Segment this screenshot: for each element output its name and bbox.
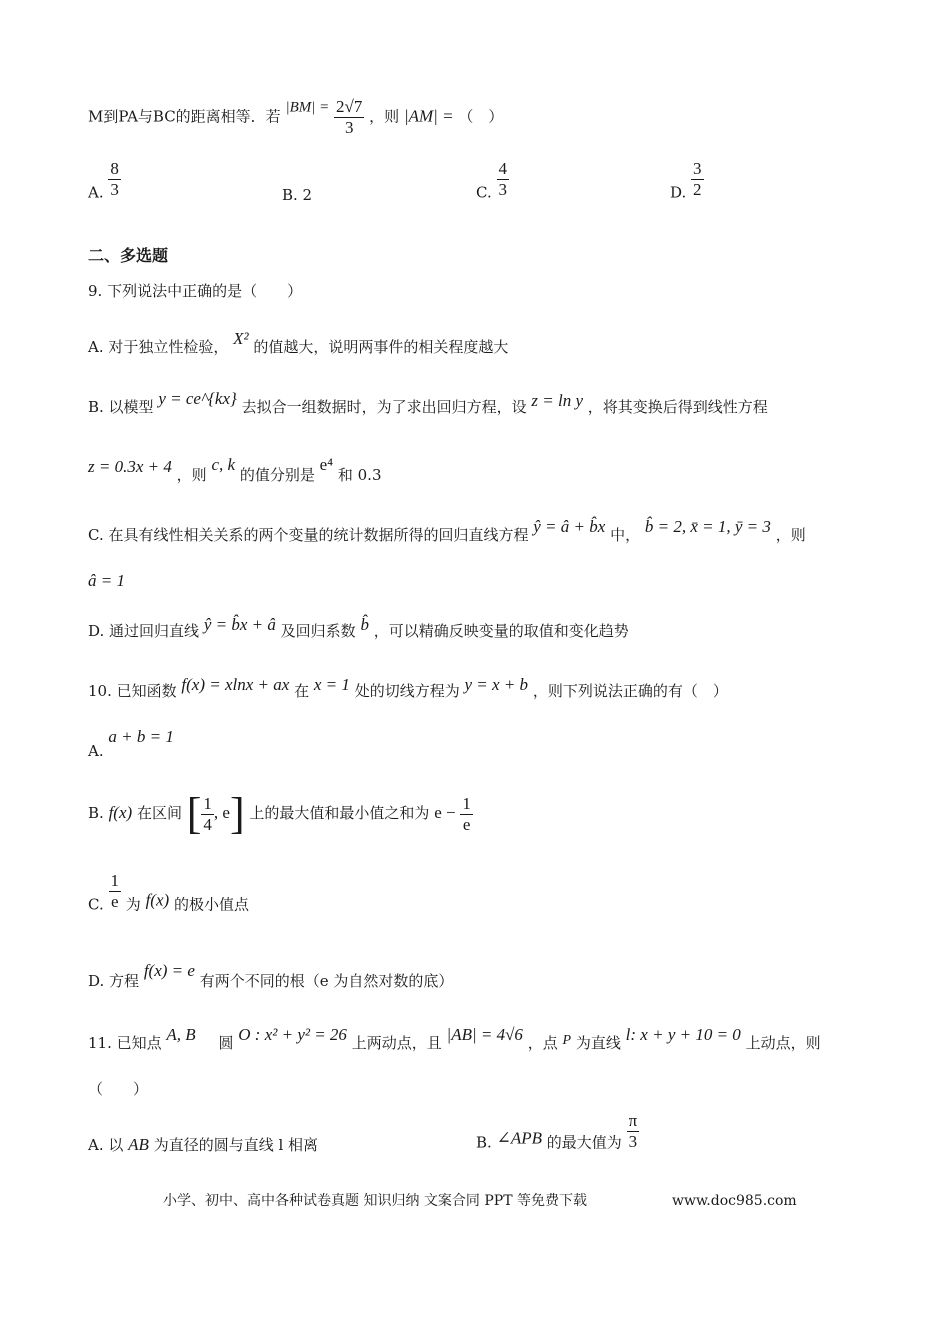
- q10-option-c: C. $\frac{1}{e}$ 为 f(x) 的极小值点: [88, 871, 249, 914]
- frac-2sqrt7-3: $\frac{2√7}{3}$: [336, 97, 363, 137]
- q9-stem: 9. 下列说法中正确的是（ ）: [88, 282, 303, 300]
- q11-stem-line2: （ ）: [88, 1080, 149, 1098]
- bm-abs: |BM| =: [285, 99, 330, 116]
- footer-text: 小学、初中、高中各种试卷真题 知识归纳 文案合同 PPT 等免费下载: [163, 1193, 587, 1209]
- q9-option-b-line1: B. 以模型 y = ce^{kx} 去拟合一组数据时，为了求出回归方程，设 z = ln y ，将其变换后得到线性方程: [88, 389, 768, 416]
- section-heading: 二、多选题: [88, 246, 169, 265]
- q11-option-a: A. 以 AB 为直径的圆与直线 l 相离: [88, 1135, 319, 1154]
- q10-option-a: A. a + b = 1: [88, 727, 174, 760]
- q9-option-c-line1: C. 在具有线性相关关系的两个变量的统计数据所得的回归直线方程 ŷ = â + b̂x 中， b̂ = 2, x̄ = 1, ȳ = 3 ，则: [88, 517, 806, 544]
- am-abs: |AM| =: [403, 106, 454, 126]
- q8-option-b: B. 2: [282, 186, 313, 204]
- q9-option-c-line2: â = 1: [88, 571, 125, 590]
- q8-option-a: A. $\frac{8}{3}$: [88, 159, 119, 202]
- q9-option-b-line2: z = 0.3x + 4 ，则 c, k 的值分别是 e⁴ 和 0.3: [88, 455, 382, 484]
- q11-option-b: B. ∠APB 的最大值为 $\frac{\pi}{3}$: [476, 1111, 638, 1152]
- q10-stem: 10. 已知函数 f(x) = xlnx + ax 在 x = 1 处的切线方程为 y = x + b ，则下列说法正确的有（ ）: [88, 675, 728, 700]
- q10-option-d: D. 方程 f(x) = e 有两个不同的根（e 为自然对数的底）: [88, 961, 454, 990]
- q9-option-d: D. 通过回归直线 ŷ = b̂x + â 及回归系数 b̂ ，可以精确反映变量的取值和变化趋势: [88, 615, 629, 640]
- q8-option-d: D. $\frac{3}{2}$: [670, 159, 702, 202]
- q8-option-c: C. $\frac{4}{3}$: [476, 159, 507, 202]
- q11-stem-line1: 11. 已知点 A, B 圆 O : x² + y² = 26 上两动点，且 |AB| = 4√6 ，点 P 为直线 l: x + y + 10 = 0 上动点，则: [88, 1025, 821, 1052]
- q8-line: M到PA与BC的距离相等．若 |BM| = $\frac{2√7}{3}$ ，则 |AM| = （ ）: [88, 97, 504, 137]
- footer-link[interactable]: www.doc985.com: [672, 1193, 797, 1209]
- q9-option-a: A. 对于独立性检验， X² 的值越大，说明两事件的相关程度越大: [88, 329, 509, 356]
- q10-option-b: B. f(x) 在区间 [ $\frac{1}{4}$ , e] 上的最大值和最小值之和为 e − $\frac{1}{e}$: [88, 789, 471, 838]
